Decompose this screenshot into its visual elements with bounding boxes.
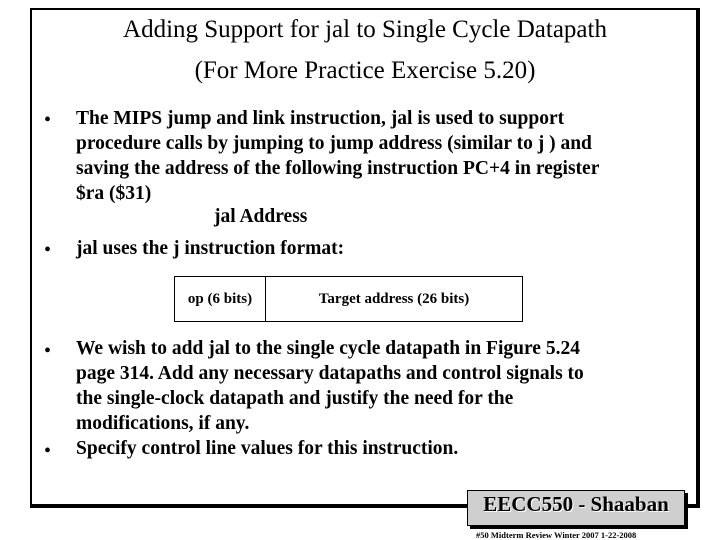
bullet-text-jal-description	[76, 106, 696, 206]
bullet-line: The MIPS jump and link instruction, jal is used to support	[76, 108, 565, 129]
bullet-text-add-jal	[76, 336, 696, 436]
slide-footer: #50 Midterm Review Winter 2007 1-22-2008	[476, 530, 637, 540]
bullet-text-control-values	[76, 436, 696, 461]
bullet-line: procedure calls by jumping to jump address (similar to j ) and	[76, 133, 592, 154]
j-instruction-format-diagram	[174, 276, 523, 322]
bullet-line: jal uses the j instruction format:	[76, 238, 345, 259]
course-logo-text: EECC550 - Shaaban	[483, 492, 669, 516]
bullet-marker: •	[44, 340, 52, 362]
slide-title-line-1: Adding Support for jal to Single Cycle Datapath	[123, 16, 607, 43]
bullet-line: We wish to add jal to the single cycle datapath in Figure 5.24	[76, 338, 580, 359]
bullet-text-jal-format	[76, 236, 696, 261]
bullet-marker: •	[44, 239, 52, 261]
bullet-line: Specify control line values for this instruction.	[76, 438, 459, 459]
bullet-marker: •	[44, 109, 52, 131]
bullet-line: modifications, if any.	[76, 413, 250, 434]
bullet-marker: •	[44, 440, 52, 462]
bullet-line: $ra ($31)	[76, 183, 152, 204]
jal-address-example: jal Address	[214, 206, 308, 227]
bullet-line: saving the address of the following instruction PC+4 in register	[76, 158, 600, 179]
format-field-target: Target address (26 bits)	[318, 290, 470, 307]
bullet-line: the single-clock datapath and justify the need for the	[76, 388, 514, 409]
bullet-line: page 314. Add any necessary datapaths and control signals to	[76, 363, 584, 384]
slide-title-line-2: (For More Practice Exercise 5.20)	[194, 57, 536, 84]
format-field-op: op (6 bits)	[175, 277, 266, 321]
